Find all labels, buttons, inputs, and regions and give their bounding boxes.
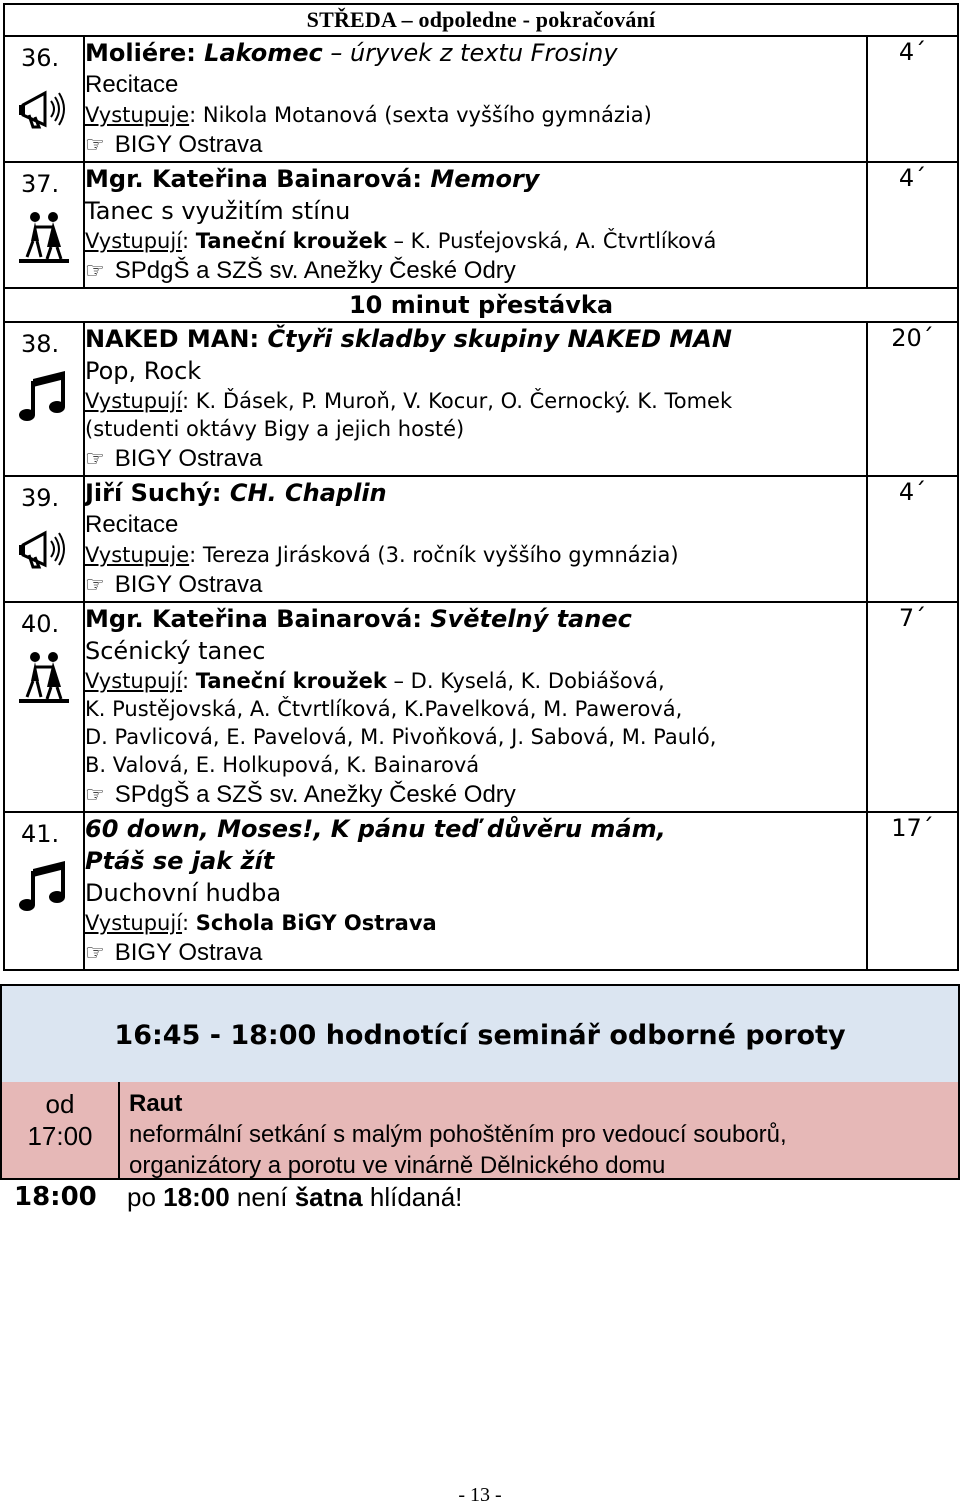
- item-duration: 4´: [867, 162, 958, 288]
- item-performer: Vystupují: Taneční kroužek – D. Kyselá, K. Dobiášová,: [85, 669, 665, 693]
- raut-line: organizátory a porotu ve vinárně Dělnického domu: [129, 1152, 666, 1179]
- program-row: [4, 602, 958, 812]
- item-number: 38.: [21, 330, 60, 358]
- item-duration: 4´: [867, 36, 958, 162]
- item-genre: Recitace: [85, 71, 179, 98]
- page-number: - 13 -: [458, 1484, 502, 1506]
- pointing-hand-icon: ☞: [85, 782, 105, 807]
- pointing-hand-icon: ☞: [85, 258, 105, 283]
- seminar-text: 16:45 - 18:00 hodnotící seminář odborné poroty: [114, 1020, 846, 1051]
- item-title: NAKED MAN: Čtyři skladby skupiny NAKED MAN: [85, 325, 732, 353]
- item-number: 41.: [21, 820, 60, 848]
- item-venue: ☞ BIGY Ostrava: [85, 571, 263, 598]
- dancers-icon: [15, 207, 75, 267]
- dancers-icon: [15, 647, 75, 707]
- pointing-hand-icon: ☞: [85, 446, 105, 471]
- item-venue: ☞ BIGY Ostrava: [85, 445, 263, 472]
- item-performer-extra: K. Pustějovská, A. Čtvrtlíková, K.Pavelková, M. Pawerová,: [85, 697, 683, 721]
- final-note: po 18:00 není šatna hlídaná!: [127, 1182, 463, 1212]
- item-performer: Vystupují: Schola BiGY Ostrava: [85, 911, 437, 935]
- pointing-hand-icon: ☞: [85, 572, 105, 597]
- item-genre: Recitace: [85, 511, 179, 538]
- break-label: 10 minut přestávka: [4, 288, 958, 322]
- item-title: Jiří Suchý: CH. Chaplin: [85, 479, 387, 507]
- item-venue: ☞ BIGY Ostrava: [85, 939, 263, 966]
- item-number: 40.: [21, 610, 60, 638]
- item-venue: ☞ BIGY Ostrava: [85, 131, 263, 158]
- schedule-table: [3, 3, 959, 971]
- raut-line: neformální setkání s malým pohoštěním pro vedoucí souborů,: [129, 1121, 787, 1148]
- seminar-box: [0, 984, 960, 1086]
- item-performer: Vystupují: Taneční kroužek – K. Pusťejovská, A. Čtvrtlíková: [85, 229, 717, 253]
- program-row: [4, 36, 958, 162]
- item-performer: Vystupuje: Nikola Motanová (sexta vyššího gymnázia): [85, 103, 652, 127]
- item-performer-extra: D. Pavlicová, E. Pavelová, M. Pivoňková, J. Sabová, M. Pauló,: [85, 725, 717, 749]
- item-performer: Vystupují: K. Ďásek, P. Muroň, V. Kocur, O. Černocký. K. Tomek: [85, 389, 733, 413]
- item-title: Mgr. Kateřina Bainarová: Memory: [85, 165, 540, 193]
- program-row: [4, 162, 958, 288]
- pointing-hand-icon: ☞: [85, 132, 105, 157]
- music-note-icon: [15, 367, 75, 427]
- raut-box: [0, 1082, 960, 1180]
- megaphone-icon: [15, 81, 75, 141]
- item-duration: 4´: [867, 476, 958, 602]
- pointing-hand-icon: ☞: [85, 940, 105, 965]
- section-header: STŘEDA – odpoledne - pokračování: [4, 4, 958, 36]
- program-row: [4, 322, 958, 476]
- final-time: 18:00: [14, 1182, 97, 1212]
- item-title: Moliére: Lakomec – úryvek z textu Frosiny: [85, 39, 618, 67]
- megaphone-icon: [15, 521, 75, 581]
- item-duration: 20´: [867, 322, 958, 476]
- music-note-icon: [15, 857, 75, 917]
- raut-body: [129, 1088, 948, 1181]
- item-genre: Pop, Rock: [85, 357, 202, 385]
- item-number: 36.: [21, 44, 60, 72]
- item-venue: ☞ SPdgŠ a SZŠ sv. Anežky České Odry: [85, 781, 516, 808]
- item-genre: Duchovní hudba: [85, 879, 282, 907]
- item-performer-extra: B. Valová, E. Holkupová, K. Bainarová: [85, 753, 480, 777]
- raut-divider: [118, 1082, 120, 1178]
- item-title-cont: Ptáš se jak žít: [85, 847, 275, 875]
- item-title: 60 down, Moses!, K pánu teď důvěru mám,: [85, 815, 666, 843]
- item-title: Mgr. Kateřina Bainarová: Světelný tanec: [85, 605, 632, 633]
- raut-title: Raut: [129, 1090, 183, 1117]
- item-genre: Scénický tanec: [85, 637, 266, 665]
- program-row: [4, 812, 958, 970]
- item-performer: Vystupuje: Tereza Jirásková (3. ročník vyššího gymnázia): [85, 543, 679, 567]
- item-number: 37.: [21, 170, 60, 198]
- item-duration: 17´: [867, 812, 958, 970]
- raut-time: od 17:00: [27, 1089, 93, 1151]
- item-performer-extra: (studenti oktávy Bigy a jejich hosté): [85, 417, 465, 441]
- item-duration: 7´: [867, 602, 958, 812]
- item-venue: ☞ SPdgŠ a SZŠ sv. Anežky České Odry: [85, 257, 516, 284]
- program-row: [4, 476, 958, 602]
- item-genre: Tanec s využitím stínu: [85, 197, 351, 225]
- item-number: 39.: [21, 484, 60, 512]
